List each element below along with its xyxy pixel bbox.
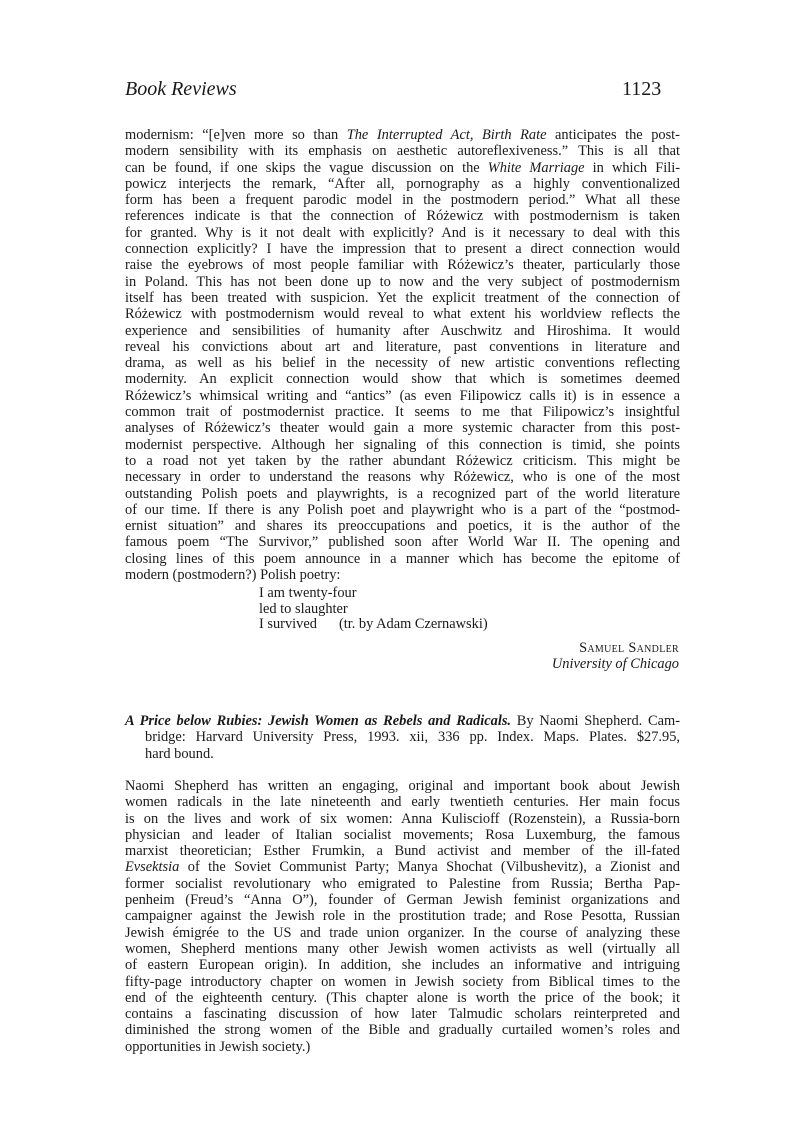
paragraph-line: powicz interjects the remark, “After all, pornography as a highly conventionalized xyxy=(125,175,680,192)
poem-quotation xyxy=(259,586,488,633)
paragraph-line: contains a fascinating discussion of how later Talmudic scholars reinterpreted and xyxy=(125,1006,680,1023)
paragraph-line: form has been a frequent parodic model in the postmodern period.” What all these xyxy=(125,192,680,209)
paragraph-line: connection explicitly? I have the impression that to present a direct connection would xyxy=(125,241,680,258)
paragraph-line: itself has been treated with suspicion. Yet the explicit treatment of the connection of xyxy=(125,289,680,306)
paragraph-line: drama, as well as his belief in the necessity of new artistic conventions reflecting xyxy=(125,355,680,372)
paragraph-line: ernist situation” and shares its preoccupations and poetics, it is the author of the xyxy=(125,518,680,535)
paragraph-line: former socialist revolutionary who emigrated to Palestine from Russia; Bertha Pap- xyxy=(125,875,680,892)
reviewer-name: Samuel Sandler xyxy=(579,640,679,656)
paragraph-line: of eastern European origin). In addition, she includes an informative and intriguing xyxy=(125,957,680,974)
citation-line: A Price below Rubies: Jewish Women as Rebels and Radicals. By Naomi Shepherd. Cam- xyxy=(125,713,680,729)
reviewer-signature xyxy=(552,640,679,673)
paragraph-line: modernity. An explicit connection would show that which is sometimes deemed xyxy=(125,371,680,388)
paragraph-line: in Poland. This has not been done up to now and the very subject of postmodernism xyxy=(125,273,680,290)
paragraph-line: analyses of Różewicz’s theater would gain a more systemic character from this post- xyxy=(125,420,680,437)
paragraph-line: references indicate is that the connection of Różewicz with postmodernism is taken xyxy=(125,208,680,225)
paragraph-line: reveal his convictions about art and literature, past conventions in literature and xyxy=(125,338,680,355)
paragraph-line: diminished the strong women of the Bible and gradually curtailed women’s roles and xyxy=(125,1022,680,1039)
paragraph-line: modernist perspective. Although her signaling of this connection is timid, she points xyxy=(125,436,680,453)
poem-line-last xyxy=(259,617,488,633)
paragraph-line: opportunities in Jewish society.) xyxy=(125,1038,311,1055)
paragraph-line: experience and sensibilities of humanity after Auschwitz and Hiroshima. It would xyxy=(125,322,680,339)
paragraph-line: for granted. Why is it not dealt with explicitly? And is it necessary to deal with this xyxy=(125,224,680,241)
paragraph-line: common trait of postmodernist practice. It seems to me that Filipowicz’s insightful xyxy=(125,404,680,421)
paragraph-line: outstanding Polish poets and playwrights, is a recognized part of the world literature xyxy=(125,485,680,502)
poem-line: led to slaughter xyxy=(259,600,348,617)
review-body-paragraph xyxy=(125,127,680,583)
paragraph-line: women radicals in the late nineteenth and early twentieth centuries. Her main focus xyxy=(125,794,680,811)
paragraph-line: necessary in order to understand the reasons why Różewicz, who is one of the most xyxy=(125,469,680,486)
paragraph-line: end of the eighteenth century. (This chapter alone is worth the price of the book; it xyxy=(125,989,680,1006)
paragraph-line: women, Shepherd mentions many other Jewish women activists as well (virtually all xyxy=(125,940,680,957)
paragraph-line: marxist theoretician; Esther Frumkin, a Bund activist and member of the ill-fated xyxy=(125,843,680,860)
citation-line: hard bound. xyxy=(145,745,214,762)
paragraph-line: Evsektsia of the Soviet Communist Party; Manya Shochat (Vilbushevitz), a Zionist and xyxy=(125,859,680,876)
paragraph-line: can be found, if one skips the vague discussion on the White Marriage in which Fili- xyxy=(125,159,680,176)
review-body-paragraph-2 xyxy=(125,778,680,1055)
paragraph-line: is on the lives and work of six women: Anna Kuliscioff (Rozenstein), a Russia-born xyxy=(125,810,680,827)
running-head-title: Book Reviews xyxy=(125,78,237,100)
paragraph-line: of our time. If there is any Polish poet and playwright who is a part of the “postmod- xyxy=(125,501,680,518)
paragraph-line: Różewicz’s whimsical writing and “antics” (as even Filipowicz calls it) is in essence a xyxy=(125,387,680,404)
page-number: 1123 xyxy=(622,78,662,100)
poem-line: I am twenty-four xyxy=(259,585,357,601)
paragraph-line: to a road not yet taken by the rather abundant Różewicz criticism. This might be xyxy=(125,452,680,469)
poem-line-text: I survived xyxy=(259,616,317,632)
paragraph-line: closing lines of this poem announce in a manner which has become the epitome of xyxy=(125,550,680,567)
paragraph-line: Naomi Shepherd has written an engaging, original and important book about Jewish xyxy=(125,778,680,794)
book-citation xyxy=(125,713,680,762)
paragraph-line: modern sensibility with its emphasis on aesthetic autoreflexiveness.” This is all that xyxy=(125,143,680,160)
paragraph-line: campaigner against the Jewish role in the prostitution trade; and Rose Pesotta, Russian xyxy=(125,908,680,925)
citation-line: bridge: Harvard University Press, 1993. xii, 336 pp. Index. Maps. Plates. $27.95, xyxy=(145,729,680,746)
reviewer-affiliation: University of Chicago xyxy=(551,656,679,673)
paragraph-line: famous poem “The Survivor,” published soon after World War II. The opening and xyxy=(125,534,680,551)
paragraph-line: Różewicz with postmodernism would reveal to what extent his worldview reflects the xyxy=(125,306,680,323)
paragraph-line: Jewish émigrée to the US and trade union organizer. In the course of analyzing these xyxy=(125,924,680,941)
poem-translator-credit: (tr. by Adam Czernawski) xyxy=(338,616,488,632)
paragraph-line: physician and leader of Italian socialist movements; Rosa Luxemburg, the famous xyxy=(125,826,680,843)
paragraph-line: raise the eyebrows of most people familiar with Różewicz’s theater, particularly those xyxy=(125,257,680,274)
paragraph-line: modernism: “[e]ven more so than The Interrupted Act, Birth Rate anticipates the post- xyxy=(125,127,680,143)
paragraph-line: penheim (Freud’s “Anna O”), founder of German Jewish feminist organizations and xyxy=(125,892,680,909)
paragraph-line: modern (postmodern?) Polish poetry: xyxy=(125,567,341,584)
paragraph-line: fifty-page introductory chapter on women in Jewish society from Biblical times to the xyxy=(125,973,680,990)
